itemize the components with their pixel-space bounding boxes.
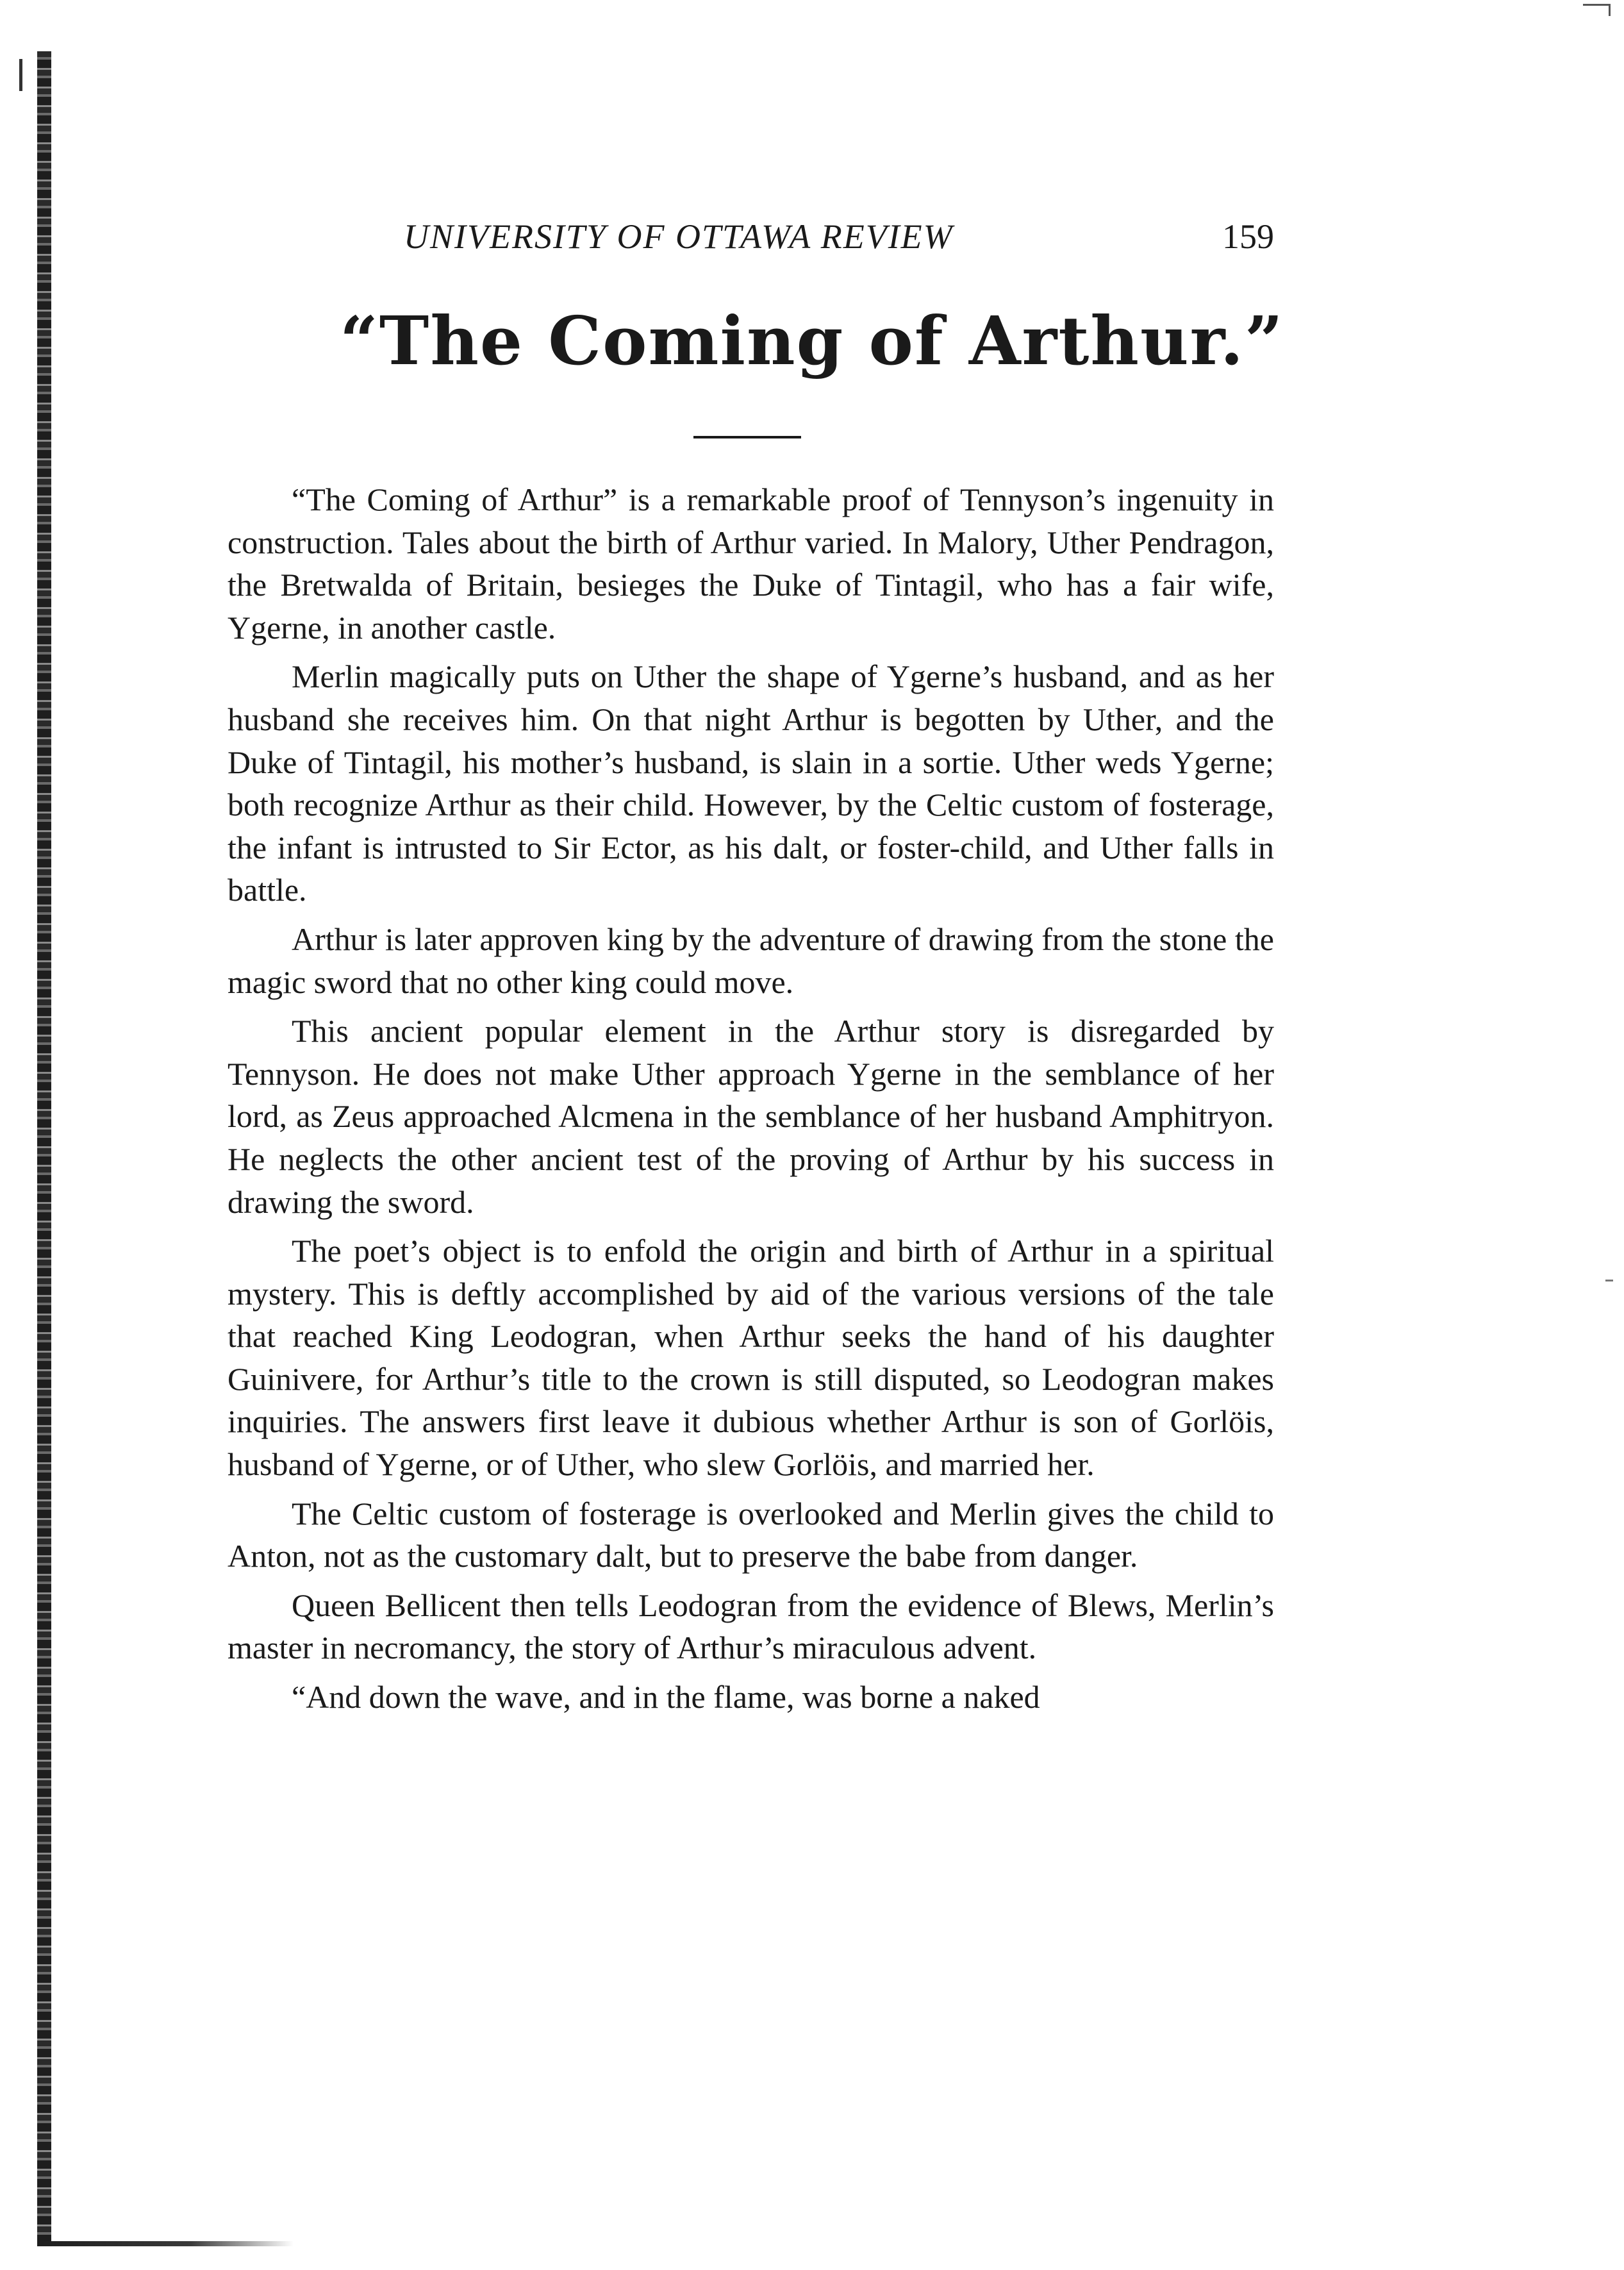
article-body bbox=[228, 478, 1274, 1725]
paragraph: This ancient popular element in the Arthur story is disregarded by Tennyson. He does not make Uther approach Ygerne in the semblance of her lord, as Zeus approached Alcmena in the semblance of her husband Amphitryon. He neglects the other ancient test of the proving of Arthur by his success in drawing the sword. bbox=[228, 1013, 1274, 1220]
scan-speck bbox=[1605, 1280, 1613, 1281]
paragraph: “And down the wave, and in the flame, was borne a naked bbox=[292, 1679, 1040, 1715]
paragraph: Arthur is later approven king by the adventure of drawing from the stone the magic sword that no other king could move. bbox=[228, 921, 1274, 1000]
binding-bottom-edge bbox=[37, 2241, 294, 2246]
title-rule bbox=[693, 436, 801, 438]
page-number: 159 bbox=[1222, 217, 1274, 256]
scan-mark bbox=[19, 59, 22, 91]
paragraph: The Celtic custom of fosterage is overlooked and Merlin gives the child to Anton, not as the customary dalt, but to preserve the babe from danger. bbox=[228, 1495, 1274, 1574]
paragraph: The poet’s object is to enfold the origin and birth of Arthur in a spiritual mystery. This is deftly accomplished by aid of the various versions of the tale that reached King Leodogran, when Arthur seeks the hand of his daughter Guinivere, for Arthur’s title to the crown is still disputed, so Leodogran makes inquiries. The answers first leave it dubious whether Arthur is son of Gorlöis, husband of Ygerne, or of Uther, who slew Gorlöis, and married her. bbox=[228, 1233, 1274, 1483]
paragraph: Queen Bellicent then tells Leodogran from the evidence of Blews, Merlin’s master in necromancy, the story of Arthur’s miraculous advent. bbox=[228, 1587, 1274, 1666]
corner-scan-mark bbox=[1583, 4, 1611, 16]
journal-name: UNIVERSITY OF OTTAWA REVIEW bbox=[404, 217, 954, 256]
paragraph: “The Coming of Arthur” is a remarkable proof of Tennyson’s ingenuity in construction. Tales about the birth of Arthur varied. In Malory, Uther Pendragon, the Bretwalda of Britain, besieges the Duke of Tintagil, who has a fair wife, Ygerne, in another castle. bbox=[228, 481, 1274, 646]
paragraph: Merlin magically puts on Uther the shape of Ygerne’s husband, and as her husband she receives him. On that night Arthur is begotten by Uther, and the Duke of Tintagil, his mother’s husband, is slain in a sortie. Uther weds Ygerne; both recognize Arthur as their child. However, by the Celtic custom of fosterage, the infant is intrusted to Sir Ector, as his dalt, or foster-child, and Uther falls in battle. bbox=[228, 658, 1274, 908]
article-title: “The Coming of Arthur.” bbox=[340, 301, 1284, 380]
binding-edge bbox=[37, 51, 51, 2244]
running-head bbox=[404, 217, 1274, 268]
